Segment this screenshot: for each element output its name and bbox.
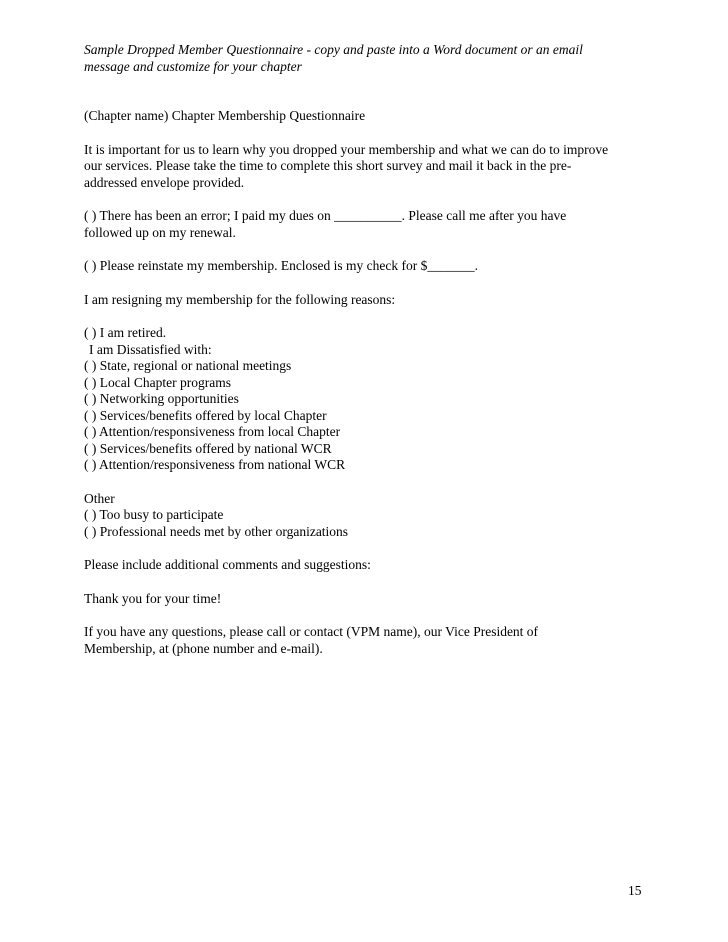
list-item: ( ) Local Chapter programs — [84, 374, 231, 390]
list-item: ( ) Too busy to participate — [84, 507, 224, 522]
intro-note-line: message and customize for your chapter — [84, 58, 302, 74]
page-number: 15 — [628, 883, 642, 898]
list-item: ( ) State, regional or national meetings — [84, 358, 292, 373]
dissatisfied-heading: I am Dissatisfied with: — [89, 341, 212, 357]
error-option — [84, 208, 664, 241]
questionnaire-title: (Chapter name) Chapter Membership Questionnaire — [84, 108, 366, 123]
option-line: followed up on my renewal. — [84, 224, 236, 240]
retired-option: ( ) I am retired. — [84, 325, 167, 340]
thanks-line: Thank you for your time! — [84, 590, 222, 606]
other-heading: Other — [84, 490, 115, 506]
list-item: ( ) Professional needs met by other organizations — [84, 523, 349, 539]
other-reasons — [84, 491, 664, 541]
reasons-list — [84, 325, 664, 474]
paragraph-line: If you have any questions, please call or contact (VPM name), our Vice President of — [84, 624, 539, 639]
resigning-heading: I am resigning my membership for the following reasons: — [84, 291, 396, 307]
document-body — [84, 42, 664, 657]
intro-note — [84, 42, 664, 75]
paragraph-line: our services. Please take the time to complete this short survey and mail it back in the pre- — [84, 158, 572, 173]
list-item: ( ) Attention/responsiveness from local Chapter — [84, 424, 341, 439]
paragraph-line: It is important for us to learn why you dropped your membership and what we can do to improve — [84, 141, 609, 157]
comments-prompt: Please include additional comments and suggestions: — [84, 557, 371, 572]
reinstate-option: ( ) Please reinstate my membership. Enclosed is my check for $_______. — [84, 258, 479, 273]
option-line: ( ) There has been an error; I paid my dues on __________. Please call me after you have — [84, 208, 567, 223]
intro-note-line: Sample Dropped Member Questionnaire - copy and paste into a Word document or an email — [84, 42, 583, 57]
paragraph-line: Membership, at (phone number and e-mail). — [84, 640, 323, 656]
intro-paragraph — [84, 142, 664, 192]
list-item: ( ) Services/benefits offered by national WCR — [84, 440, 332, 456]
paragraph-line: addressed envelope provided. — [84, 174, 245, 190]
contact-paragraph — [84, 624, 664, 657]
list-item: ( ) Networking opportunities — [84, 391, 239, 406]
list-item: ( ) Services/benefits offered by local Chapter — [84, 407, 327, 423]
list-item: ( ) Attention/responsiveness from national WCR — [84, 457, 346, 472]
